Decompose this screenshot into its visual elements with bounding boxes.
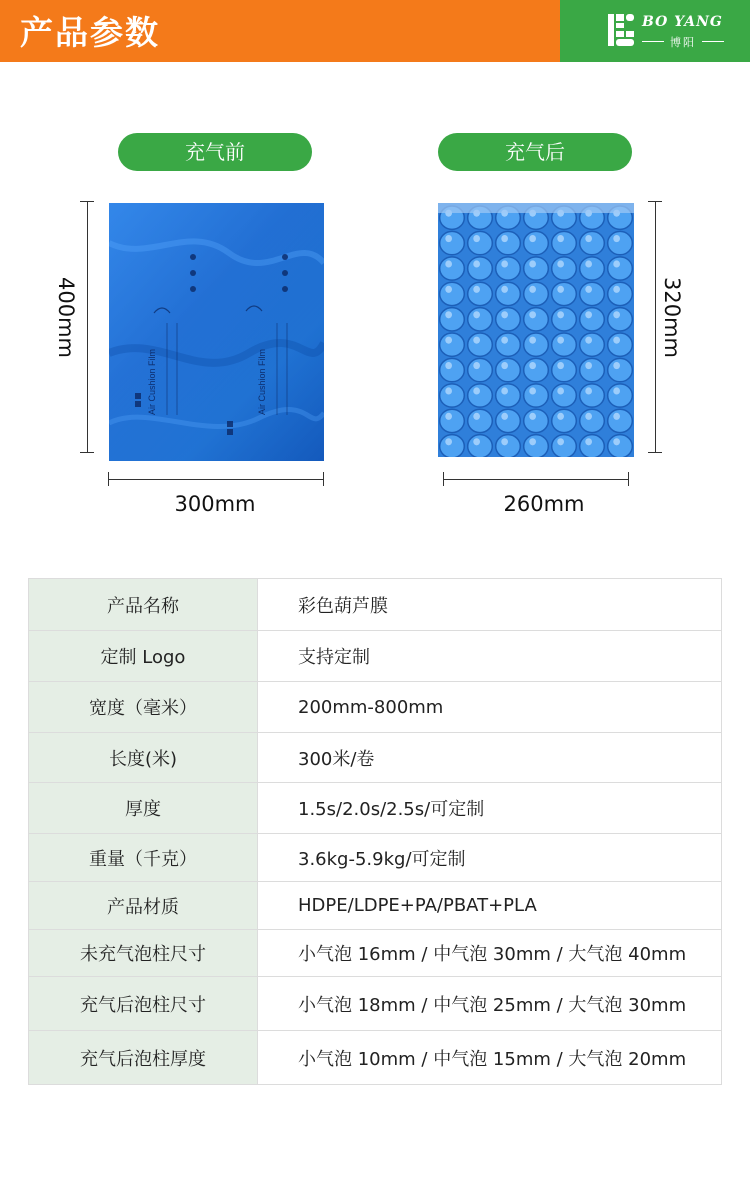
brand-name-cn-row <box>642 34 724 48</box>
bubble-highlight <box>557 311 564 318</box>
air-bubble <box>580 409 605 432</box>
spec-value: 支持定制 <box>258 631 722 682</box>
bubble-highlight <box>613 311 620 318</box>
brand-divider-right <box>702 41 724 42</box>
air-bubble <box>440 358 465 381</box>
air-bubble <box>580 257 605 280</box>
before-width-tick-left <box>108 472 109 486</box>
spec-value: 300米/卷 <box>258 733 722 783</box>
air-bubble <box>524 257 549 280</box>
air-bubble <box>608 257 633 280</box>
air-bubble <box>468 282 493 305</box>
bubble-highlight <box>445 337 452 344</box>
flat-film-graphic <box>109 203 324 461</box>
bubble-highlight <box>585 362 592 369</box>
air-bubble <box>552 435 577 457</box>
bubble-highlight <box>473 387 480 394</box>
page-title: 产品参数 <box>20 13 160 52</box>
air-bubble <box>440 333 465 356</box>
bubble-highlight <box>613 235 620 242</box>
after-width-tick-left <box>443 472 444 486</box>
air-bubble <box>440 257 465 280</box>
air-bubble <box>496 333 521 356</box>
air-bubble <box>524 358 549 381</box>
bubble-highlight <box>557 438 564 445</box>
inflated-film-graphic <box>438 203 634 457</box>
film-seal-edge <box>438 203 634 213</box>
air-bubble <box>580 358 605 381</box>
before-inflation-label: 充气前 <box>118 133 312 171</box>
bubble-highlight <box>473 311 480 318</box>
bubble-highlight <box>585 260 592 267</box>
before-height-tick-top <box>80 201 94 202</box>
air-bubble <box>552 231 577 254</box>
bubble-highlight <box>501 286 508 293</box>
bubble-highlight <box>501 387 508 394</box>
air-bubble <box>552 282 577 305</box>
bubble-highlight <box>445 286 452 293</box>
spec-value: 200mm-800mm <box>258 682 722 733</box>
after-width-dimension-line <box>443 479 629 480</box>
bubble-highlight <box>473 260 480 267</box>
air-bubble <box>524 282 549 305</box>
bubble-highlight <box>529 362 536 369</box>
air-bubble <box>580 231 605 254</box>
air-bubble <box>580 333 605 356</box>
before-height-tick-bottom <box>80 452 94 453</box>
bubble-highlight <box>501 362 508 369</box>
header-title-bar <box>0 0 560 62</box>
before-height-dimension-line <box>87 201 88 453</box>
air-bubble <box>496 231 521 254</box>
air-bubble <box>440 231 465 254</box>
bubble-highlight <box>473 286 480 293</box>
table-row <box>29 783 722 834</box>
spec-table <box>28 578 722 1085</box>
bubble-highlight <box>529 286 536 293</box>
bubble-highlight <box>585 235 592 242</box>
air-bubble <box>524 384 549 407</box>
air-bubble <box>468 308 493 331</box>
bubble-highlight <box>585 311 592 318</box>
brand-name-en: BO YANG <box>642 14 723 30</box>
bubble-highlight <box>585 337 592 344</box>
air-bubble <box>608 384 633 407</box>
bubble-highlight <box>529 413 536 420</box>
spec-value: 1.5s/2.0s/2.5s/可定制 <box>258 783 722 834</box>
bubble-highlight <box>529 337 536 344</box>
bubble-highlight <box>529 235 536 242</box>
spec-value: 小气泡 18mm / 中气泡 25mm / 大气泡 30mm <box>258 977 722 1031</box>
air-bubble <box>608 435 633 457</box>
air-bubble <box>468 257 493 280</box>
bubble-highlight <box>529 387 536 394</box>
air-bubble <box>608 409 633 432</box>
bubble-highlight <box>445 362 452 369</box>
air-bubble <box>608 308 633 331</box>
air-bubble <box>608 333 633 356</box>
table-row <box>29 930 722 977</box>
spec-value: 彩色葫芦膜 <box>258 579 722 631</box>
bubble-highlight <box>473 438 480 445</box>
spec-key: 厚度 <box>29 783 258 834</box>
bubble-highlight <box>557 362 564 369</box>
bubble-highlight <box>557 387 564 394</box>
bubble-highlight <box>585 286 592 293</box>
bubble-highlight <box>501 311 508 318</box>
spec-key: 宽度（毫米） <box>29 682 258 733</box>
bubble-highlight <box>473 362 480 369</box>
svg-text:Air Cushion Film: Air Cushion Film <box>257 348 267 415</box>
before-width-dimension-line <box>108 479 324 480</box>
air-bubble <box>440 308 465 331</box>
bubble-highlight <box>557 286 564 293</box>
air-bubble <box>524 333 549 356</box>
bubble-highlight <box>445 413 452 420</box>
bubble-highlight <box>501 337 508 344</box>
air-bubble <box>468 333 493 356</box>
air-bubble <box>496 282 521 305</box>
table-row <box>29 631 722 682</box>
air-bubble <box>552 384 577 407</box>
after-inflation-label: 充气后 <box>438 133 632 171</box>
bubble-highlight <box>557 235 564 242</box>
air-bubble <box>580 384 605 407</box>
spec-key: 充气后泡柱厚度 <box>29 1031 258 1085</box>
air-bubble <box>580 435 605 457</box>
bubble-highlight <box>473 337 480 344</box>
air-bubble <box>496 308 521 331</box>
bubble-highlight <box>501 438 508 445</box>
bubble-highlight <box>501 260 508 267</box>
table-row <box>29 733 722 783</box>
air-bubble <box>524 231 549 254</box>
air-bubble <box>524 409 549 432</box>
air-bubble <box>440 435 465 457</box>
after-width-label: 260mm <box>503 492 585 516</box>
spec-value: HDPE/LDPE+PA/PBAT+PLA <box>258 882 722 930</box>
bubble-highlight <box>557 337 564 344</box>
flat-film-image <box>109 203 324 461</box>
brand-name-cn: 博阳 <box>670 36 696 49</box>
table-row <box>29 977 722 1031</box>
air-bubble <box>552 358 577 381</box>
spec-value: 小气泡 16mm / 中气泡 30mm / 大气泡 40mm <box>258 930 722 977</box>
table-row <box>29 579 722 631</box>
bubble-highlight <box>613 286 620 293</box>
after-height-tick-top <box>648 201 662 202</box>
table-row <box>29 882 722 930</box>
air-bubble <box>496 384 521 407</box>
bubble-highlight <box>613 260 620 267</box>
air-bubble <box>552 257 577 280</box>
air-bubble <box>440 282 465 305</box>
bubble-highlight <box>613 387 620 394</box>
bubble-highlight <box>557 413 564 420</box>
bubble-highlight <box>445 311 452 318</box>
brand-divider-left <box>642 41 664 42</box>
bubble-highlight <box>473 235 480 242</box>
air-bubble <box>552 333 577 356</box>
inflated-film-image <box>438 203 634 457</box>
air-bubble <box>496 409 521 432</box>
brand-logo-icon <box>608 14 634 46</box>
brand-logo <box>560 0 750 62</box>
bubble-highlight <box>445 438 452 445</box>
air-bubble <box>552 308 577 331</box>
bubble-highlight <box>501 235 508 242</box>
bubble-highlight <box>557 260 564 267</box>
page-header <box>0 0 750 62</box>
bubble-highlight <box>585 387 592 394</box>
bubble-highlight <box>613 438 620 445</box>
air-bubble <box>496 358 521 381</box>
bubble-highlight <box>529 438 536 445</box>
before-height-label: 400mm <box>54 277 78 358</box>
spec-key: 未充气泡柱尺寸 <box>29 930 258 977</box>
before-width-tick-right <box>323 472 324 486</box>
bubble-highlight <box>501 413 508 420</box>
after-height-tick-bottom <box>648 452 662 453</box>
after-height-dimension-line <box>655 201 656 453</box>
spec-key: 重量（千克） <box>29 834 258 882</box>
air-bubble <box>524 308 549 331</box>
after-width-tick-right <box>628 472 629 486</box>
air-bubble <box>440 409 465 432</box>
air-bubble <box>468 384 493 407</box>
spec-value: 3.6kg-5.9kg/可定制 <box>258 834 722 882</box>
spec-key: 产品名称 <box>29 579 258 631</box>
bubble-highlight <box>613 362 620 369</box>
svg-text:Air Cushion Film: Air Cushion Film <box>147 348 157 415</box>
after-height-label: 320mm <box>660 277 684 358</box>
air-bubble <box>580 308 605 331</box>
air-bubble <box>496 257 521 280</box>
table-row <box>29 1031 722 1085</box>
bubble-highlight <box>585 413 592 420</box>
air-bubble <box>440 384 465 407</box>
table-row <box>29 834 722 882</box>
air-bubble <box>524 435 549 457</box>
bubble-highlight <box>529 260 536 267</box>
air-bubble <box>552 409 577 432</box>
spec-value: 小气泡 10mm / 中气泡 15mm / 大气泡 20mm <box>258 1031 722 1085</box>
bubble-highlight <box>473 413 480 420</box>
air-bubble <box>608 282 633 305</box>
spec-key: 定制 Logo <box>29 631 258 682</box>
air-bubble <box>496 435 521 457</box>
before-width-label: 300mm <box>174 492 256 516</box>
air-bubble <box>580 282 605 305</box>
bubble-highlight <box>529 311 536 318</box>
air-bubble <box>608 231 633 254</box>
bubble-highlight <box>585 438 592 445</box>
bubble-highlight <box>613 337 620 344</box>
air-bubble <box>468 231 493 254</box>
bubble-highlight <box>445 260 452 267</box>
bubble-highlight <box>613 413 620 420</box>
bubble-highlight <box>445 387 452 394</box>
air-bubble <box>608 358 633 381</box>
air-bubble <box>468 435 493 457</box>
bubble-highlight <box>445 235 452 242</box>
spec-key: 长度(米) <box>29 733 258 783</box>
air-bubble <box>468 409 493 432</box>
air-bubble <box>468 358 493 381</box>
table-row <box>29 682 722 733</box>
spec-key: 产品材质 <box>29 882 258 930</box>
spec-key: 充气后泡柱尺寸 <box>29 977 258 1031</box>
